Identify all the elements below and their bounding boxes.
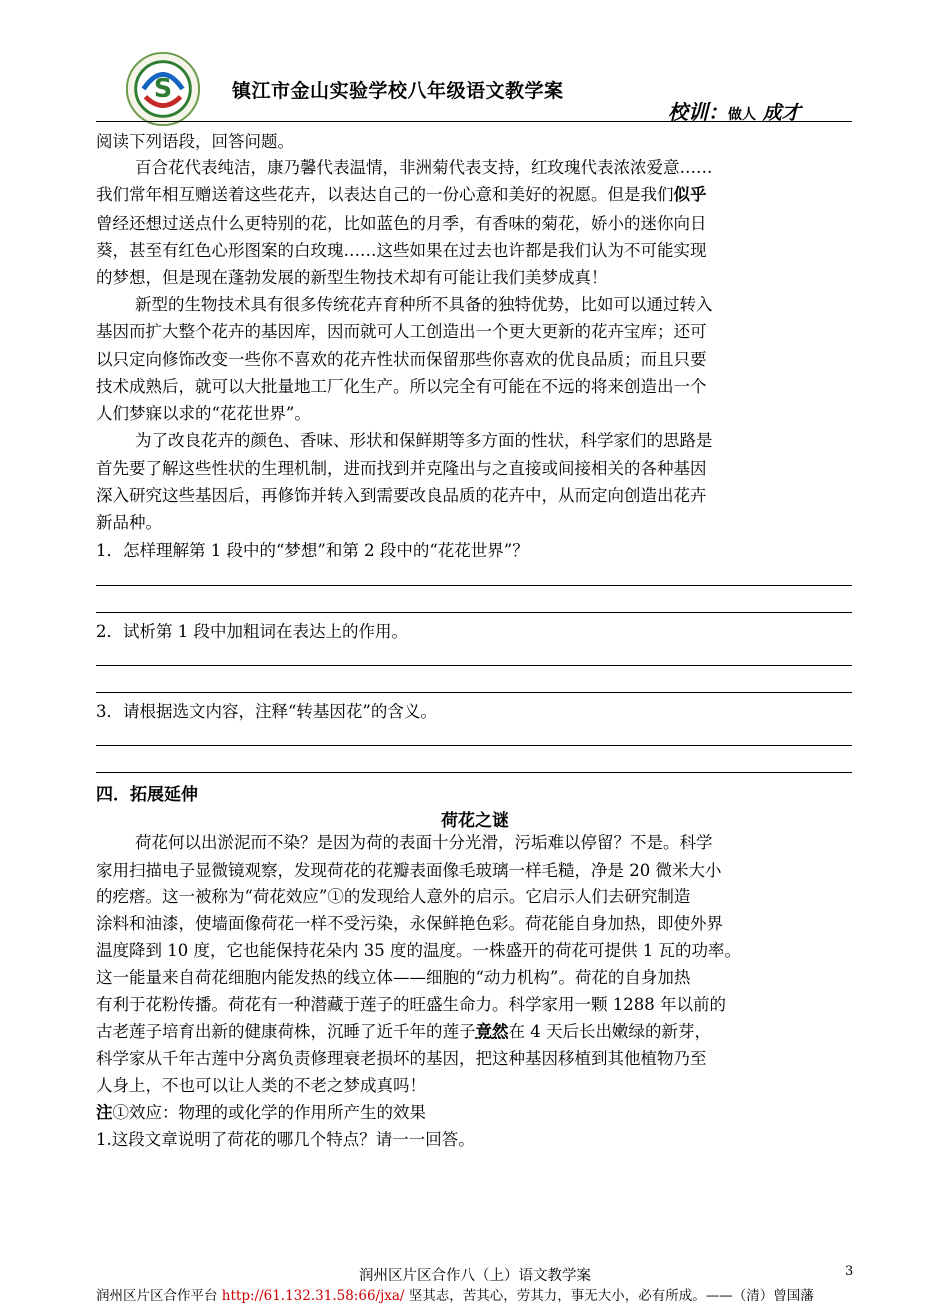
passage-line: 为了改良花卉的颜色、香味、形状和保鲜期等多方面的性状，科学家们的思路是 — [135, 431, 713, 450]
passage-text: 我们常年相互赠送着这些花卉，以表达自己的一份心意和美好的祝愿。但是我们 — [96, 185, 674, 204]
answer-line[interactable] — [96, 665, 852, 666]
platform-link[interactable]: http://61.132.31.58:66/jxa/ — [221, 1288, 405, 1304]
note-line — [96, 1102, 856, 1124]
answer-line[interactable] — [96, 772, 852, 773]
school-title: 镇江市金山实验学校八年级语文教学案 — [232, 80, 564, 102]
passage-line: 葵，甚至有红色心形图案的白玫瑰……这些如果在过去也许都是我们认为不可能实现 — [96, 241, 707, 260]
passage-line: 基因而扩大整个花卉的基因库，因而就可人工创造出一个更大更新的花卉宝库；还可 — [96, 322, 707, 341]
note-label: 注 — [96, 1103, 113, 1122]
passage-line: 深入研究这些基因后，再修饰并转入到需要改良品质的花卉中，从而定向创造出花卉 — [96, 486, 707, 505]
passage-intro: 阅读下列语段，回答问题。 — [96, 132, 294, 151]
article-line: 家用扫描电子显微镜观察，发现荷花的花瓣表面像毛玻璃一样毛糙，净是 20 微米大小 — [96, 861, 722, 880]
page-number: 3 — [845, 1264, 854, 1279]
svg-text:S: S — [153, 72, 173, 103]
bold-word: 竟然 — [475, 1022, 509, 1041]
header-rule — [96, 121, 852, 122]
answer-line[interactable] — [96, 612, 852, 613]
article-line: 这一能量来自荷花细胞内能发热的线立体——细胞的“动力机构”。荷花的自身加热 — [96, 968, 691, 987]
question-2: 2．试析第 1 段中加粗词在表达上的作用。 — [96, 622, 408, 641]
section-heading: 四．拓展延伸 — [96, 785, 198, 805]
passage-line: 以只定向修饰改变一些你不喜欢的花卉性状而保留那些你喜欢的优良品质；而且只要 — [96, 350, 707, 369]
passage-line: 技术成熟后，就可以大批量地工厂化生产。所以完全有可能在不远的将来创造出一个 — [96, 377, 707, 396]
motto-label: 校训： — [668, 100, 728, 124]
passage-line: 的梦想，但是现在蓬勃发展的新型生物技术却有可能让我们美梦成真！ — [96, 268, 608, 287]
article-line — [96, 1021, 856, 1043]
article-line: 温度降到 10 度，它也能保持花朵内 35 度的温度。一株盛开的荷花可提供 1 瓦的功率。 — [96, 941, 741, 960]
footer-title: 润州区片区合作八（上）语文教学案 — [359, 1268, 591, 1284]
bold-word: 似乎 — [673, 185, 707, 204]
passage-line — [96, 184, 856, 206]
passage-line: 新品种。 — [96, 513, 162, 532]
passage-line: 新型的生物技术具有很多传统花卉育种所不具备的独特优势，比如可以通过转入 — [135, 295, 713, 314]
passage-line: 百合花代表纯洁，康乃馨代表温情，非洲菊代表支持，红玫瑰代表浓浓爱意…… — [135, 158, 713, 177]
note-text: ①效应：物理的或化学的作用所产生的效果 — [112, 1103, 426, 1122]
article-text: 在 4 天后长出嫩绿的新芽， — [508, 1022, 711, 1041]
article-title: 荷花之谜 — [441, 811, 509, 831]
article-line: 科学家从千年古莲中分离负责修理衰老损坏的基因，把这种基因移植到其他植物乃至 — [96, 1049, 707, 1068]
article-line: 荷花何以出淤泥而不染？是因为荷的表面十分光滑，污垢难以停留？不是。科学 — [135, 833, 713, 852]
motto-value-2: 成才 — [762, 102, 801, 124]
passage-line: 人们梦寐以求的“花花世界”。 — [96, 404, 311, 423]
motto-value-1: 做人 — [728, 107, 756, 123]
footer-quote: 坚其志，苦其心，劳其力，事无大小，必有所成。——（清）曾国藩 — [404, 1288, 814, 1304]
article-line: 涂料和油漆，使墙面像荷花一样不受污染，永保鲜艳色彩。荷花能自身加热，即使外界 — [96, 914, 723, 933]
passage-line: 曾经还想过送点什么更特别的花，比如蓝色的月季，有香味的菊花，娇小的迷你向日 — [96, 214, 707, 233]
question-3: 3．请根据选文内容，注释“转基因花”的含义。 — [96, 702, 437, 721]
answer-line[interactable] — [96, 585, 852, 586]
platform-label: 润州区片区合作平台 — [96, 1288, 222, 1304]
footer-platform — [96, 1284, 814, 1304]
article-question: 1.这段文章说明了荷花的哪几个特点？请一一回答。 — [96, 1130, 475, 1149]
question-1: 1．怎样理解第 1 段中的“梦想”和第 2 段中的“花花世界”？ — [96, 541, 529, 560]
school-logo — [124, 50, 202, 128]
article-text: 古老莲子培育出新的健康荷株，沉睡了近千年的莲子 — [96, 1022, 476, 1041]
passage-line: 首先要了解这些性状的生理机制，进而找到并克隆出与之直接或间接相关的各种基因 — [96, 459, 707, 478]
article-line: 有利于花粉传播。荷花有一种潜藏于莲子的旺盛生命力。科学家用一颗 1288 年以前的 — [96, 995, 726, 1014]
answer-line[interactable] — [96, 745, 852, 746]
article-line: 人身上，不也可以让人类的不老之梦成真吗！ — [96, 1076, 426, 1095]
article-line: 的疙瘩。这一被称为“荷花效应”①的发现给人意外的启示。它启示人们去研究制造 — [96, 887, 691, 906]
answer-line[interactable] — [96, 692, 852, 693]
